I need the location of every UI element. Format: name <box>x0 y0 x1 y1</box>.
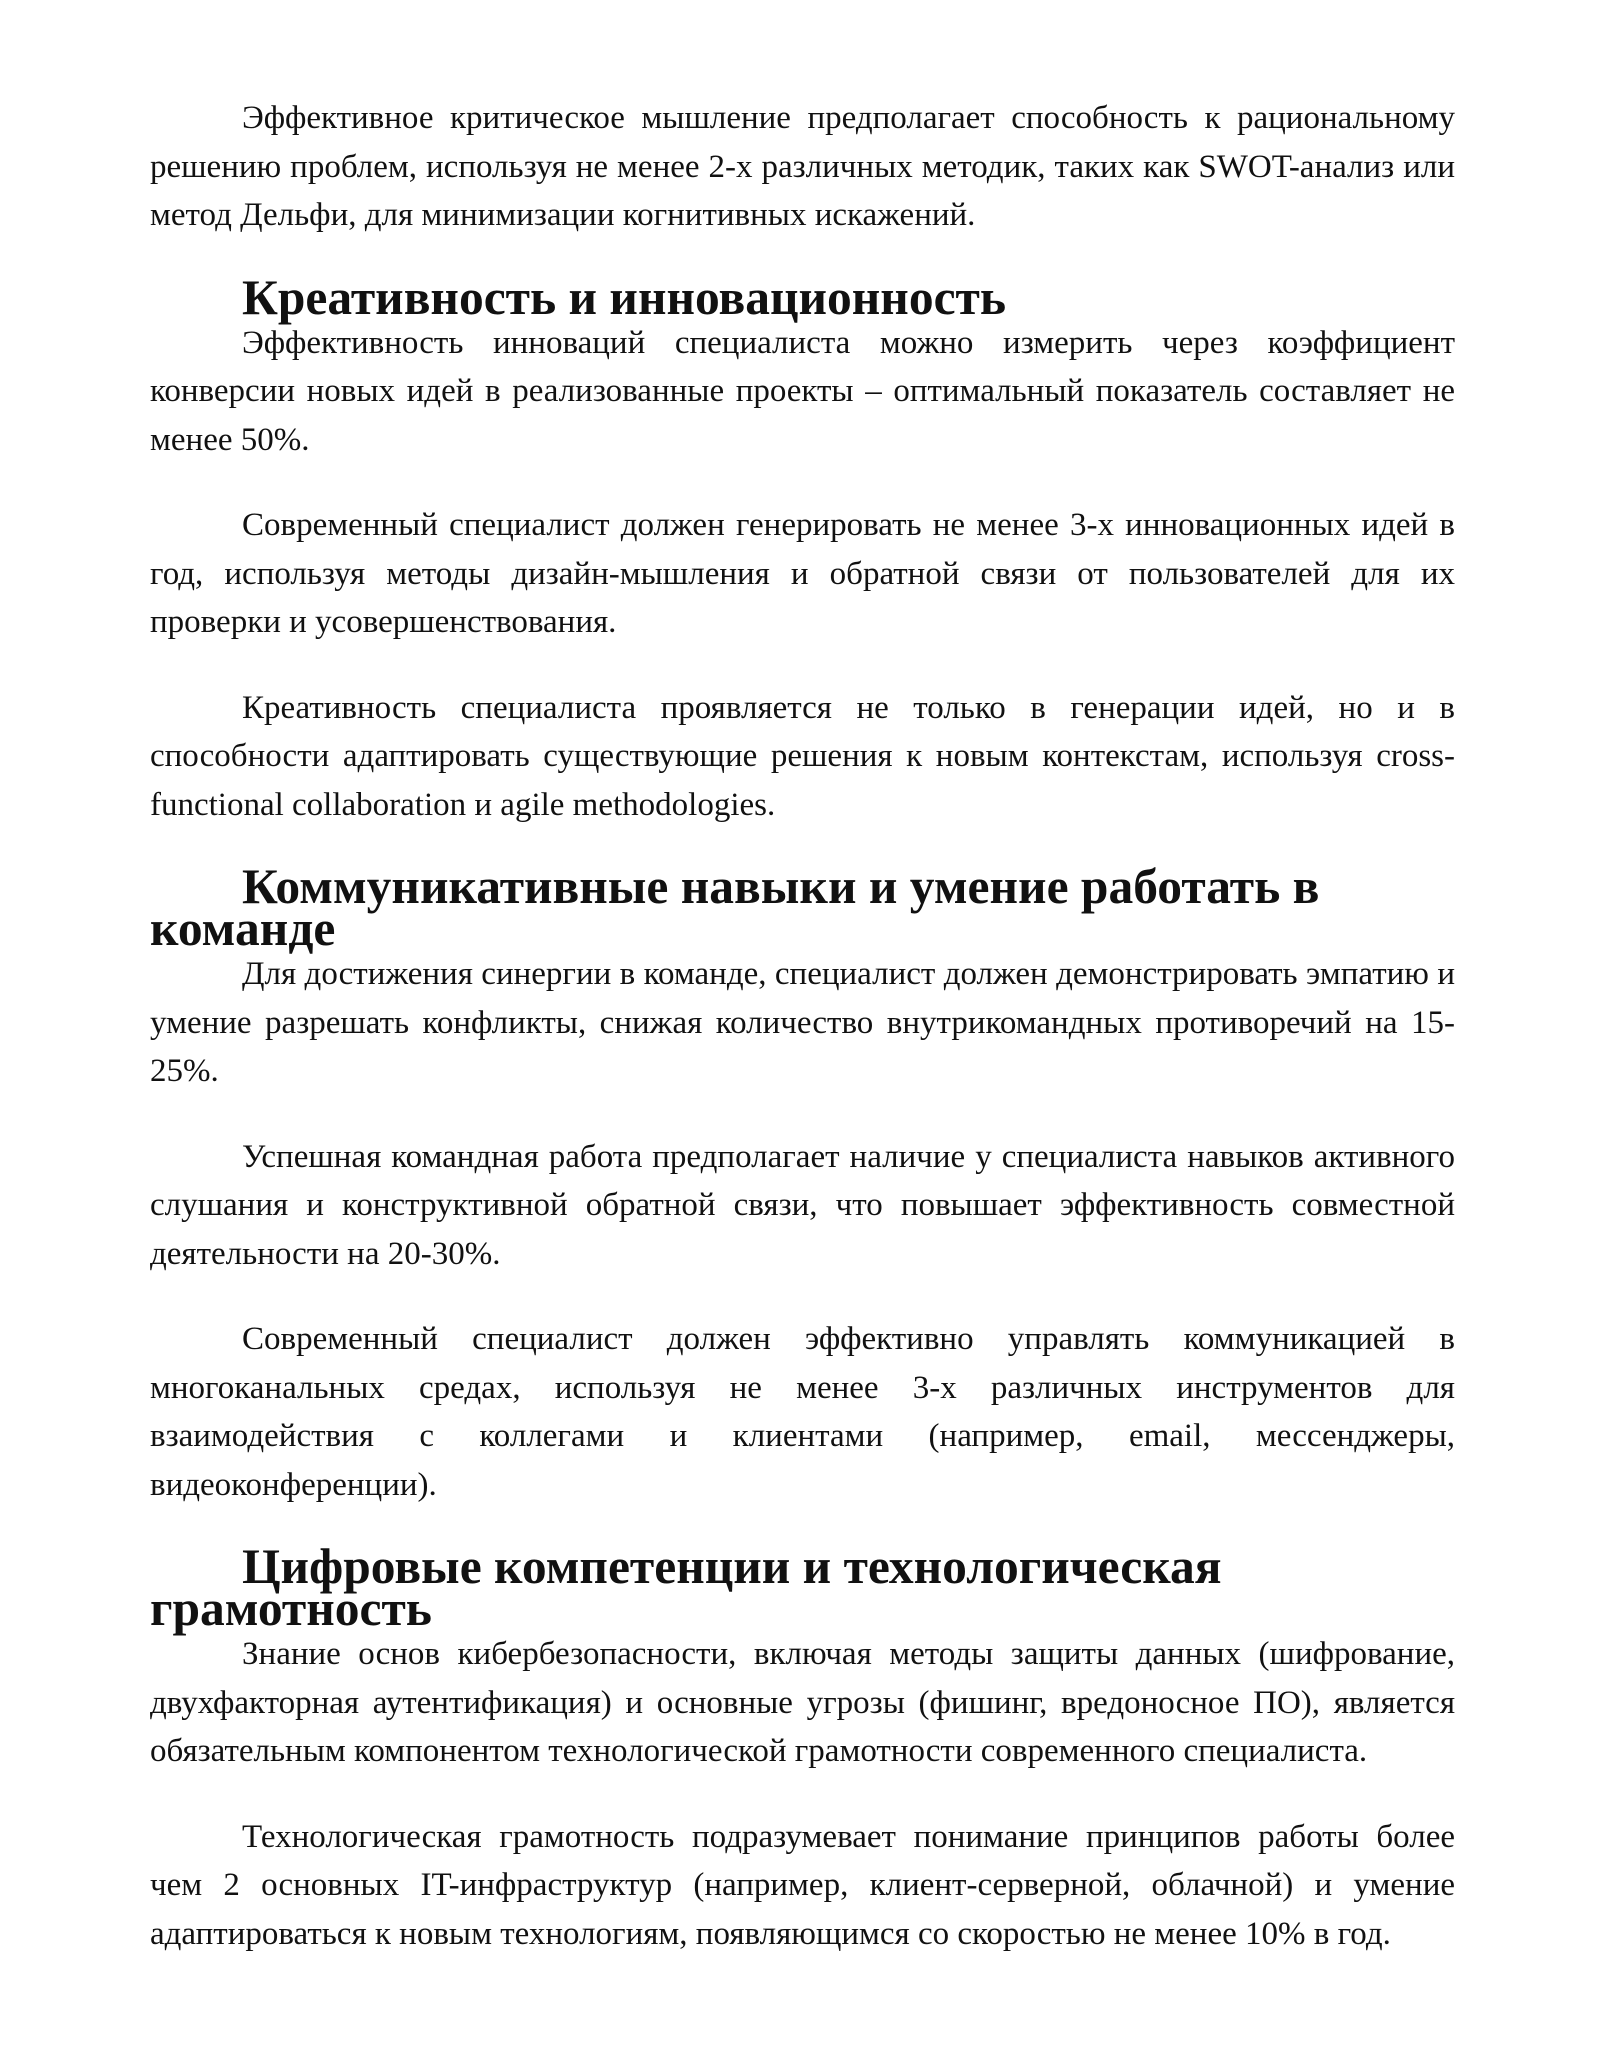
paragraph: Современный специалист должен генерировать не менее 3-х инновационных идей в год, используя методы дизайн-мышления и обратной связи от пользователей для их проверки и усовершенствования. <box>150 507 1455 640</box>
document-page <box>150 94 1455 1958</box>
paragraph: Эффективность инноваций специалиста можно измерить через коэффициент конверсии новых идей в реализованные проекты – оптимальный показатель составляет не менее 50%. <box>150 324 1455 458</box>
paragraph-gap <box>150 1278 1455 1315</box>
paragraph: Креативность специалиста проявляется не только в генерации идей, но и в способности адаптировать существующие решения к новым контекстам, используя cross-functional collaboration и agile methodologies. <box>150 689 1455 823</box>
paragraph: Для достижения синергии в команде, специалист должен демонстрировать эмпатию и умение разрешать конфликты, снижая количество внутрикомандных противоречий на 15-25%. <box>150 956 1455 1089</box>
intro-paragraph: Эффективное критическое мышление предполагает способность к рациональному решению проблем, используя не менее 2-х различных методик, таких как SWOT-анализ или метод Дельфи, для минимизации когнитивных искажений. <box>150 100 1455 233</box>
section-heading-communication: Коммуникативные навыки и умение работать в команде <box>150 859 1320 956</box>
paragraph: Знание основ кибербезопасности, включая методы защиты данных (шифрование, двухфакторная аутентификация) и основные угрозы (фишинг, вредоносное ПО), является обязательным компонентом технологической грамотности современного специалиста. <box>150 1636 1455 1769</box>
paragraph: Успешная командная работа предполагает наличие у специалиста навыков активного слушания и конструктивной обратной связи, что повышает эффективность совместной деятельности на 20-30%. <box>150 1138 1455 1272</box>
paragraph-gap <box>150 464 1455 501</box>
paragraph-gap <box>150 1776 1455 1813</box>
paragraph-gap <box>150 647 1455 684</box>
section-heading-digital: Цифровые компетенции и технологическая грамотность <box>150 1539 1222 1636</box>
paragraph: Современный специалист должен эффективно управлять коммуникацией в многоканальных средах, используя не менее 3-х различных инструментов для взаимодействия с коллегами и клиентами (например, email, мессенджеры, видеоконференции). <box>150 1321 1455 1503</box>
paragraph: Технологическая грамотность подразумевает понимание принципов работы более чем 2 основных IT-инфраструктур (например, клиент-серверной, облачной) и умение адаптироваться к новым технологиям, появляющимся со скоростью не менее 10% в год. <box>150 1818 1455 1952</box>
section-heading-creativity: Креативность и инновационность <box>242 269 1007 325</box>
paragraph-gap <box>150 1096 1455 1133</box>
